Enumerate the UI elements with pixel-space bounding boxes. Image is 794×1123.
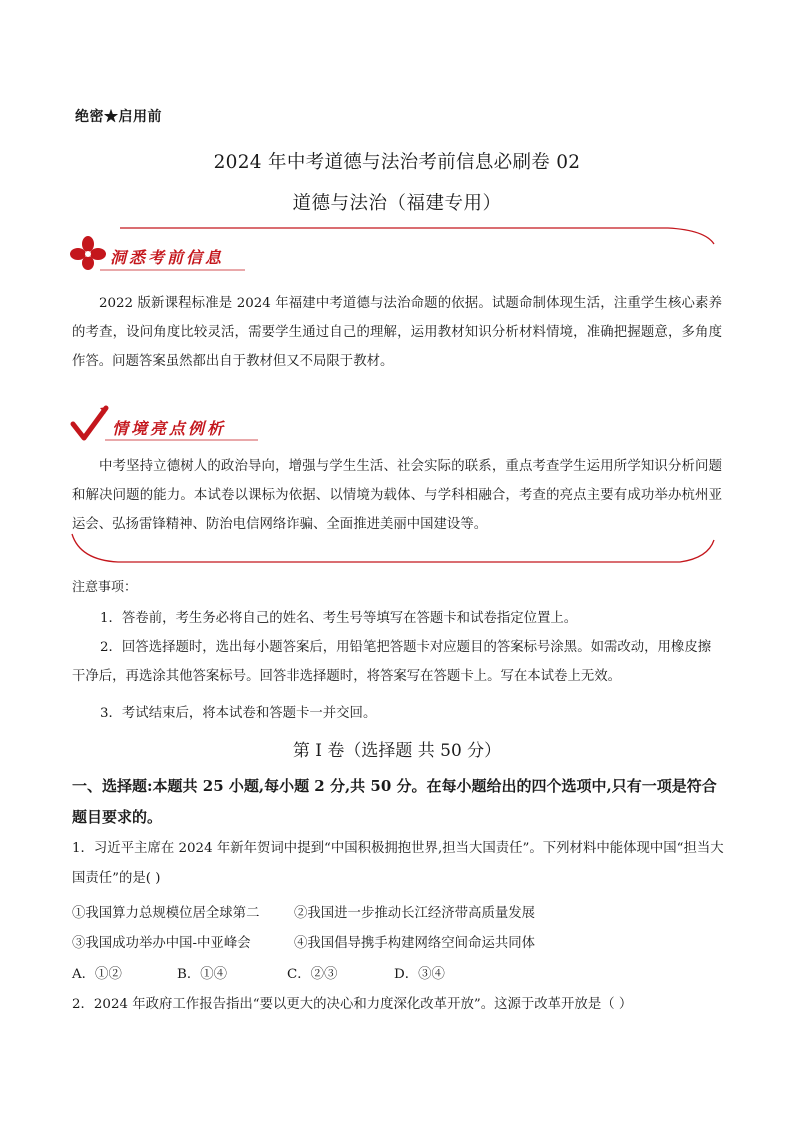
section-instruction: 一、选择题:本题共 25 小题,每小题 2 分,共 50 分。在每小题给出的四个选项中,只有一项是符合题目要求的。: [72, 777, 717, 826]
option-b[interactable]: B．①④: [177, 967, 228, 982]
statement: ①我国算力总规模位居全球第二: [72, 906, 260, 921]
statement: ②我国进一步推动长江经济带高质量发展: [294, 906, 536, 921]
note-item: 1．答卷前，考生务必将自己的姓名、考生号等填写在答题卡和试卷指定位置上。: [100, 611, 578, 626]
option-a[interactable]: A．①②: [72, 967, 122, 982]
flower-icon: [70, 236, 106, 274]
section2-text: 中考坚持立德树人的政治导向，增强与学生生活、社会实际的联系，重点考查学生运用所学知识分析问题和解决问题的能力。本试卷以课标为依据、以情境为载体、与学科相融合，考查的亮点主要有成功举办杭州亚运会、弘扬雷锋精神、防治电信网络诈骗、全面推进美丽中国建设等。: [72, 459, 722, 532]
statement: ③我国成功举办中国-中亚峰会: [72, 936, 251, 951]
note-item: 2．回答选择题时，选出每小题答案后，用铅笔把答题卡对应题目的答案标号涂黑。如需改动，用橡皮擦干净后，再选涂其他答案标号。回答非选择题时，将答案写在答题卡上。写在本试卷上无效。: [72, 640, 712, 684]
note-item: 3．考试结束后，将本试卷和答题卡一并交回。: [100, 706, 377, 721]
secret-label: 绝密★启用前: [75, 109, 162, 125]
answer-options: [72, 963, 732, 983]
section2-title: 情境亮点例析: [112, 419, 227, 438]
question-stem: 1．习近平主席在 2024 年新年贺词中提到“中国积极拥抱世界,担当大国责任”。下列材料中能体现中国“担当大国责任”的是( ): [72, 841, 724, 886]
question-stem: 2．2024 年政府工作报告指出“要以更大的决心和力度深化改革开放”。这源于改革开放是（ ）: [72, 997, 633, 1012]
section1-title: 洞悉考前信息: [110, 248, 225, 267]
option-c[interactable]: C．②③: [287, 967, 338, 982]
exam-title: 2024 年中考道德与法治考前信息必刷卷 02: [213, 152, 581, 173]
option-d[interactable]: D．③④: [394, 967, 445, 982]
part-title: 第 I 卷（选择题 共 50 分）: [292, 741, 502, 761]
section1-text: 2022 版新课程标准是 2024 年福建中考道德与法治命题的依据。试题命制体现生活，注重学生核心素养的考查，设问角度比较灵活，需要学生通过自己的理解，运用教材知识分析材料情境，准确把握题意，多角度作答。问题答案虽然都出自于教材但又不局限于教材。: [72, 296, 722, 369]
check-mark-icon: [70, 404, 110, 448]
frame-top-line: [120, 228, 714, 244]
statement-row: [72, 902, 732, 922]
notes-heading: 注意事项：: [72, 580, 138, 595]
exam-subtitle: 道德与法治（福建专用）: [292, 193, 502, 214]
statement-row: [72, 932, 732, 952]
statement: ④我国倡导携手构建网络空间命运共同体: [294, 936, 536, 951]
